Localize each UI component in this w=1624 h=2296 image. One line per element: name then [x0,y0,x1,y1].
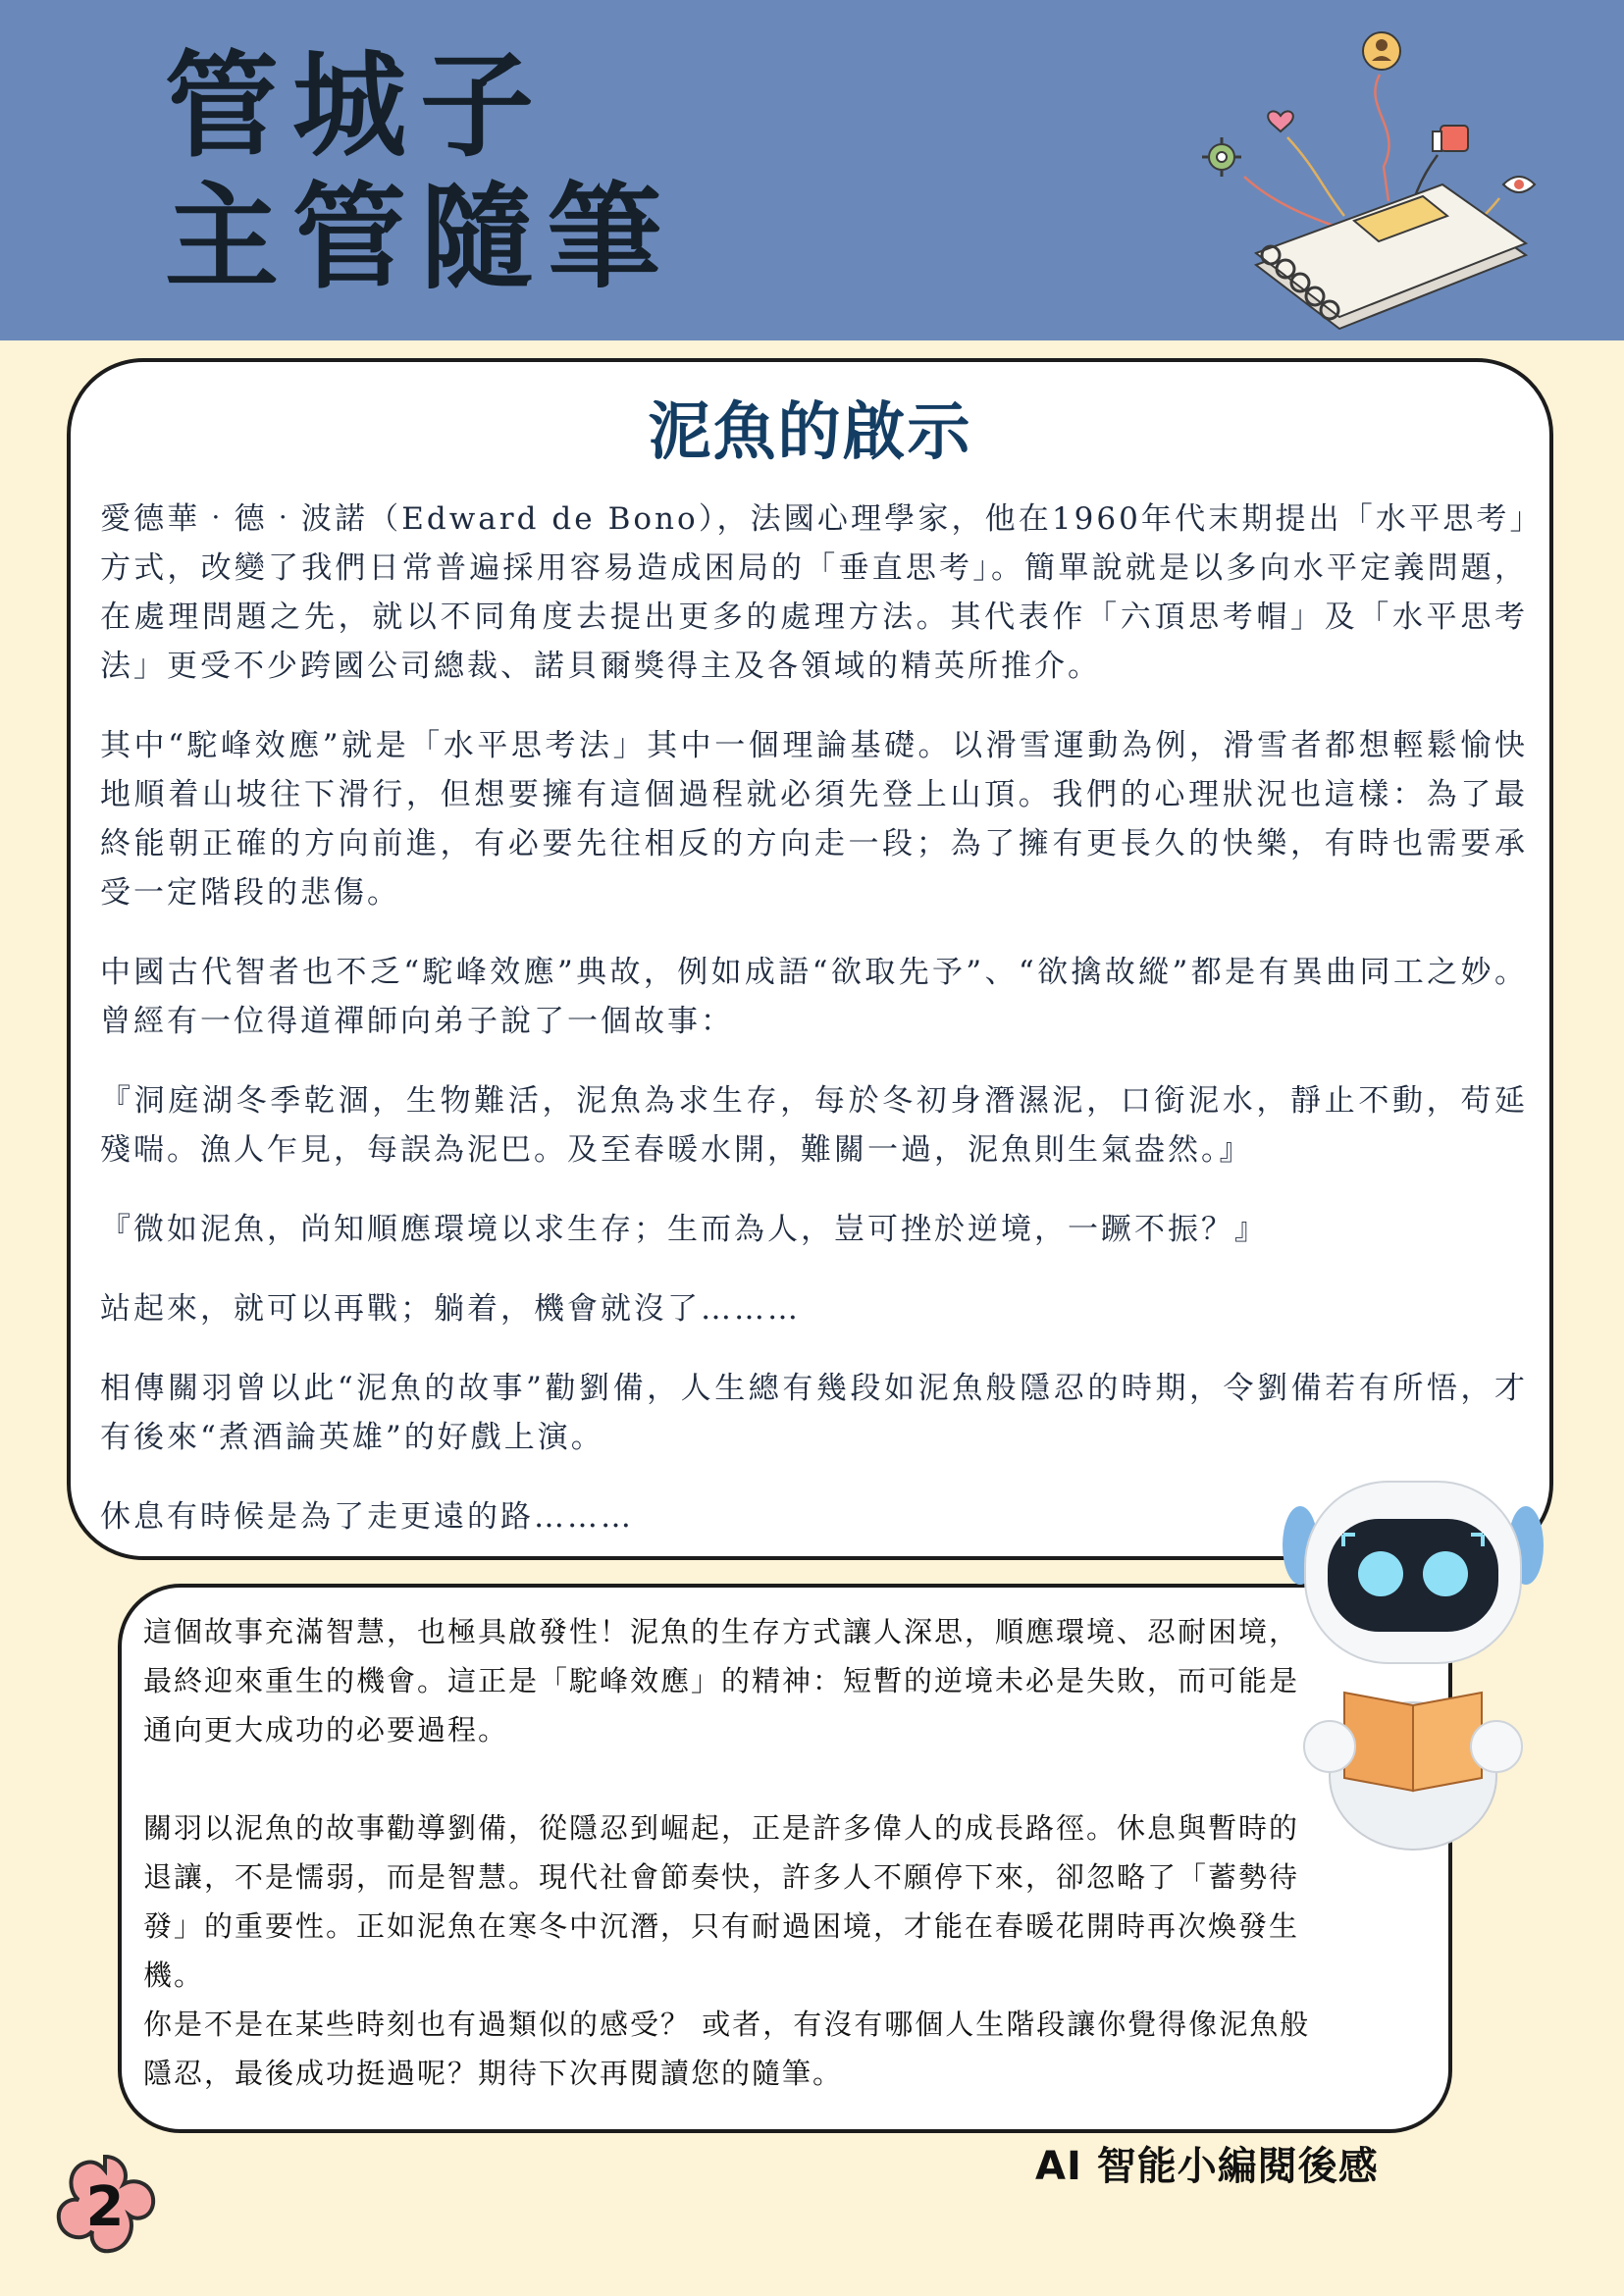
comment-body [143,1607,1321,2098]
thumbs-up-icon [1433,126,1468,151]
page-number-badge [45,2147,165,2267]
notebook-icon [1256,184,1526,329]
masthead-title-line1: 管城子 [165,40,548,173]
robot-reading-icon [1261,1452,1565,1854]
article-paragraph: 愛德華‧德‧波諾（Edward de Bono），法國心理學家，他在1960年代末期提出「水平思考」方式，改變了我們日常普遍採用容易造成困局的「垂直思考」。簡單說就是以多向水平定義問題，在處理問題之先，就以不同角度去提出更多的處理方法。其代表作「六頂思考帽」及「水平思考法」更受不少跨國公司總裁、諾貝爾獎得主及各領域的精英所推介。 [100,501,1528,684]
article-paragraph: 相傳關羽曾以此“泥魚的故事”勸劉備，人生總有幾段如泥魚般隱忍的時期，令劉備若有所悟，才有後來“煮酒論英雄”的好戲上演。 [100,1371,1528,1455]
ai-comment-signature: AI 智能小編閱後感 [1035,2144,1379,2189]
article-paragraph: 休息有時候是為了走更遠的路……… [100,1499,634,1535]
page-number: 2 [85,2174,125,2239]
masthead-title [165,41,675,304]
header-decoration [1187,20,1541,334]
header-banner [0,0,1624,340]
article-paragraph: 站起來，就可以再戰；躺着，機會就沒了……… [100,1291,801,1327]
comment-paragraph: 關羽以泥魚的故事勸導劉備，從隱忍到崛起，正是許多偉人的成長路徑。休息與暫時的退讓，不是懦弱，而是智慧。現代社會節奏快，許多人不願停下來，卻忽略了「蓄勢待發」的重要性。正如泥魚在寒冬中沉潛，只有耐過困境，才能在春暖花開時再次煥發生機。 [143,1811,1300,1992]
article-card [67,358,1553,1560]
article-paragraph: 中國古代智者也不乏“駝峰效應”典故，例如成語“欲取先予”、“欲擒故縱”都是有異曲同工之妙。曾經有一位得道禪師向弟子說了一個故事： [100,955,1528,1039]
eye-icon [1503,177,1535,192]
person-icon [1363,32,1400,70]
comment-paragraph: 你是不是在某些時刻也有過類似的感受？ 或者，有沒有哪個人生階段讓你覺得像泥魚般隱忍，最後成功挺過呢？期待下次再閱讀您的隨筆。 [143,2008,1311,2090]
heart-icon [1268,111,1293,131]
gear-icon [1202,137,1241,177]
comment-paragraph: 這個故事充滿智慧，也極具啟發性！泥魚的生存方式讓人深思，順應環境、忍耐困境，最終迎來重生的機會。這正是「駝峰效應」的精神：短暫的逆境未必是失敗，而可能是通向更大成功的必要過程。 [143,1615,1300,1747]
article-paragraph: 『微如泥魚，尚知順應環境以求生存；生而為人，豈可挫於逆境，一蹶不振？』 [100,1212,1268,1247]
ai-comment-card [118,1584,1452,2133]
article-title: 泥魚的啟示 [648,396,972,469]
article-paragraph: 『洞庭湖冬季乾涸，生物難活，泥魚為求生存，每於冬初身潛濕泥，口銜泥水，靜止不動，苟延殘喘。漁人乍見，每誤為泥巴。及至春暖水開，難關一過，泥魚則生氣盎然。』 [100,1083,1528,1168]
article-paragraph: 其中“駝峰效應”就是「水平思考法」其中一個理論基礎。以滑雪運動為例，滑雪者都想輕鬆愉快地順着山坡往下滑行，但想要擁有這個過程就必須先登上山頂。我們的心理狀況也這樣：為了最終能朝正確的方向前進，有必要先往相反的方向走一段；為了擁有更長久的快樂，有時也需要承受一定階段的悲傷。 [100,728,1528,911]
masthead-title-line2: 主管隨筆 [165,172,675,304]
article-body [100,495,1528,1572]
